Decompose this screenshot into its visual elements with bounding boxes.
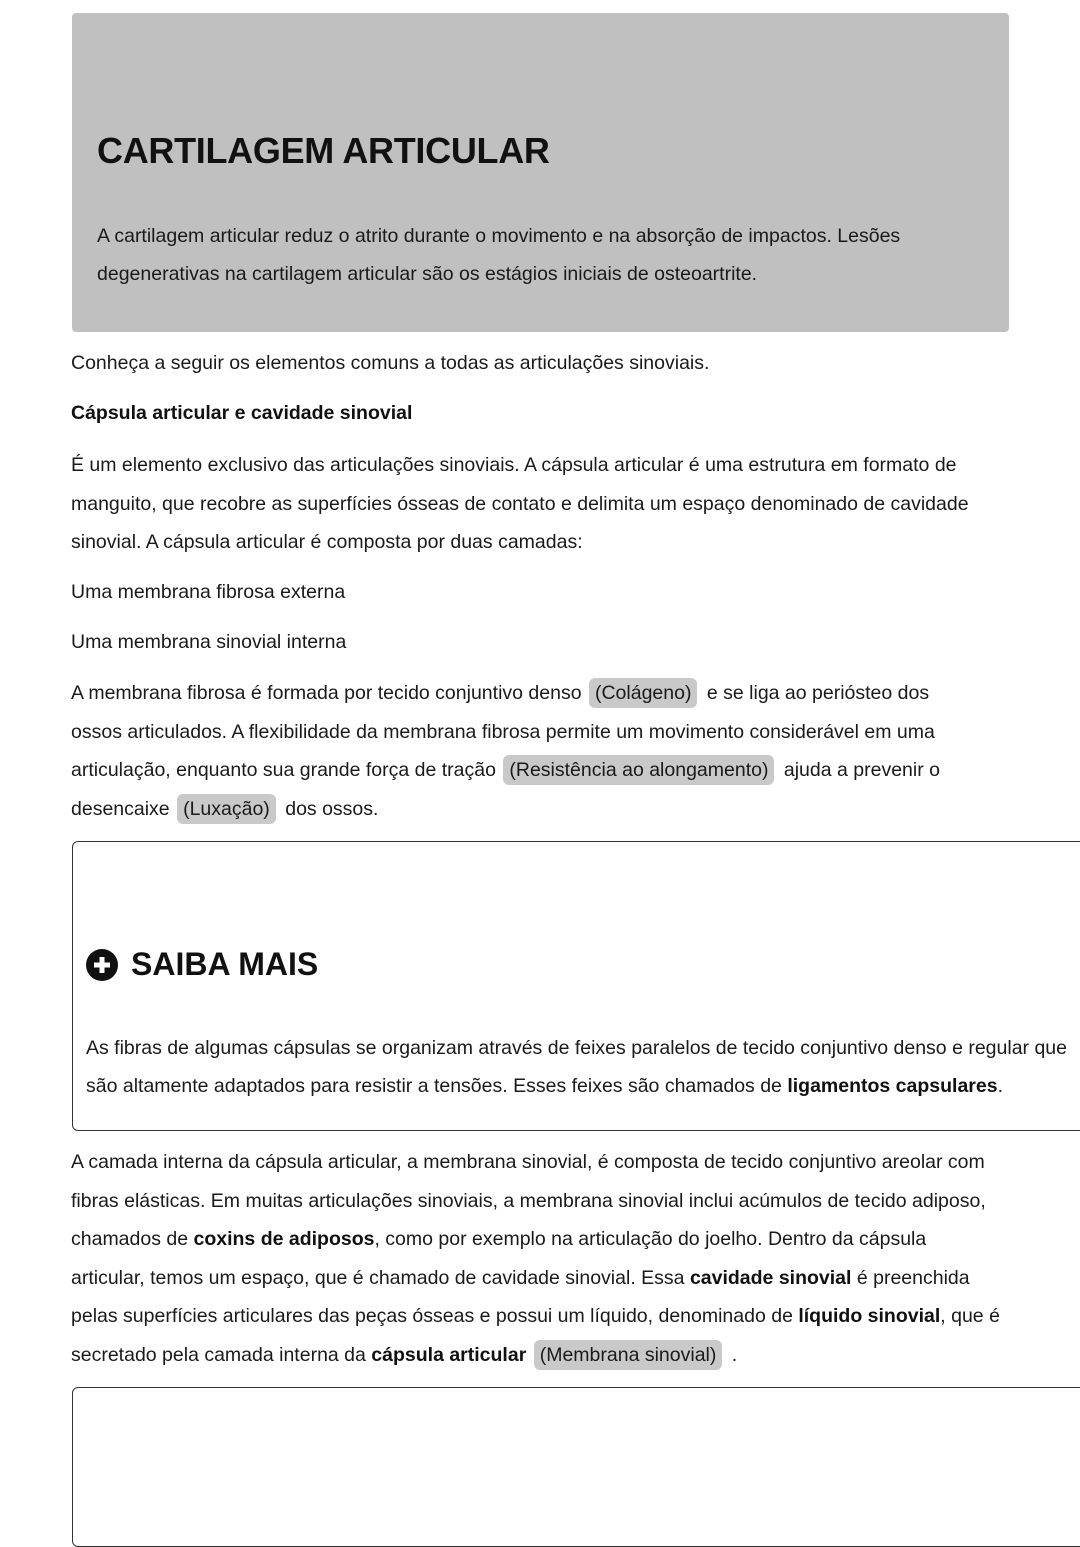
bold-term-liquido: líquido sinovial <box>798 1305 941 1327</box>
paragraph-end: . <box>731 1343 738 1366</box>
bold-term-capsula: cápsula articular <box>371 1343 527 1366</box>
bold-term-coxins: coxins de adiposos <box>193 1228 375 1250</box>
paragraph-text: A camada interna da cápsula articular, a membrana sinovial, é composta de tecido conjuntivo areolar com fibras elásticas. Em muitas articulações sinoviais, a membrana sinovial inclui acúmulos de tecido adiposo, chamados de <box>71 1151 986 1250</box>
intro-text: Conheça a seguir os elementos comuns a todas as articulações sinoviais. <box>71 352 710 374</box>
box-text-end: . <box>997 1075 1004 1097</box>
paragraph-text: dos ossos. <box>285 797 379 820</box>
paragraph-text: é preenchida pelas superfícies articulares das peças ósseas e possui um líquido, denominado de <box>71 1266 970 1327</box>
bold-term-cavidade: cavidade sinovial <box>689 1266 852 1289</box>
hero-banner <box>72 13 1009 332</box>
plus-circle-icon <box>86 949 118 981</box>
fibrous-membrane-paragraph <box>71 674 976 828</box>
paragraph-text: e se liga ao periósteo dos ossos articulados. A flexibilidade da membrana fibrosa permite um movimento considerável em uma articulação, enquanto sua grande força de tração <box>71 682 935 781</box>
bold-term-ligamentos: ligamentos capsulares <box>787 1075 998 1097</box>
box-text-body: As fibras de algumas cápsulas se organizam através de feixes paralelos de tecido conjuntivo denso e regular que são altamente adaptados para resistir a tensões. Esses feixes são chamados de <box>86 1037 1067 1097</box>
glossary-tag-resistencia[interactable]: (Resistência ao alongamento) <box>503 755 774 785</box>
capsule-paragraph: É um elemento exclusivo das articulações sinoviais. A cápsula articular é uma estrutura em formato de manguito, que recobre as superfícies ósseas de contato e delimita um espaço denominado de cavidade sinovial. A cápsula articular é composta por duas camadas: <box>71 454 969 553</box>
hero-description: A cartilagem articular reduz o atrito durante o movimento e na absorção de impactos. Lesões degenerativas na cartilagem articular são os estágios iniciais de osteoartrite. <box>97 225 901 285</box>
paragraph-text: ajuda a prevenir o desencaixe <box>71 759 940 820</box>
page-title: CARTILAGEM ARTICULAR <box>97 130 550 171</box>
saiba-mais-title <box>86 946 318 983</box>
paragraph-text: , como por exemplo na articulação do joelho. Dentro da cápsula articular, temos um espaço, que é chamado de cavidade sinovial. Essa <box>71 1228 927 1289</box>
glossary-tag-luxacao[interactable]: (Luxação) <box>177 794 276 824</box>
saiba-mais-text <box>86 1029 1071 1105</box>
synovial-membrane-paragraph <box>71 1143 1001 1374</box>
glossary-tag-membrana-sinovial[interactable]: (Membrana sinovial) <box>534 1340 723 1370</box>
paragraph-text: , que é secretado pela camada interna da <box>71 1305 1000 1366</box>
paragraph-text: A membrana fibrosa é formada por tecido conjuntivo denso <box>71 682 582 704</box>
layer-item-synovial: Uma membrana sinovial interna <box>71 631 347 653</box>
section-heading: Cápsula articular e cavidade sinovial <box>71 402 413 424</box>
saiba-mais-box <box>72 841 1080 1131</box>
next-info-box <box>72 1387 1080 1547</box>
saiba-mais-label: SAIBA MAIS <box>131 946 319 982</box>
glossary-tag-colageno[interactable]: (Colágeno) <box>589 678 697 708</box>
layer-item-fibrous: Uma membrana fibrosa externa <box>71 581 346 603</box>
